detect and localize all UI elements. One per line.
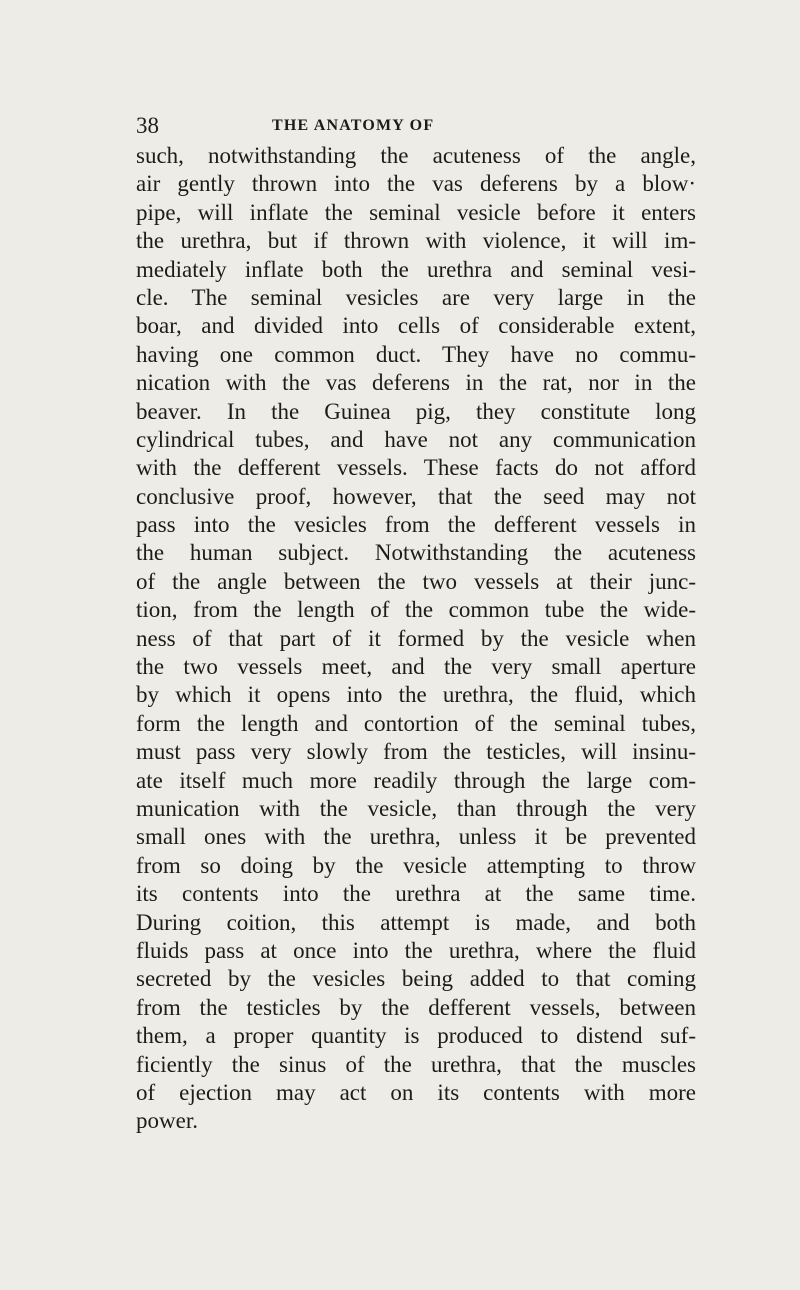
text-line: form the length and contortion of the seminal tubes,	[136, 710, 696, 736]
text-line: such, notwithstanding the acuteness of the angle,	[136, 143, 696, 168]
text-line: ficiently the sinus of the urethra, that the muscles	[136, 1051, 696, 1077]
text-line: the urethra, but if thrown with violence, it will im-	[136, 228, 696, 254]
text-line: from so doing by the vesicle attempting to throw	[136, 852, 696, 878]
text-line: having one common duct. They have no commu-	[136, 341, 696, 367]
text-line: from the testicles by the defferent vessels, between	[136, 994, 696, 1020]
text-line: boar, and divided into cells of considerable extent,	[136, 313, 696, 339]
text-line: conclusive proof, however, that the seed may not	[136, 483, 696, 509]
body-paragraph	[136, 142, 696, 1136]
text-line: must pass very slowly from the testicles, will insinu-	[136, 739, 696, 765]
text-line: beaver. In the Guinea pig, they constitute long	[136, 398, 696, 424]
text-line: its contents into the urethra at the same time.	[136, 881, 696, 907]
text-line: ate itself much more readily through the large com-	[136, 767, 696, 793]
text-line: pass into the vesicles from the defferent vessels in	[136, 512, 696, 538]
text-line: mediately inflate both the urethra and seminal vesi-	[136, 256, 696, 282]
text-line: ness of that part of it formed by the vesicle when	[136, 625, 696, 651]
running-header	[136, 114, 696, 138]
page-number: 38	[136, 113, 159, 138]
text-line: of the angle between the two vessels at their junc-	[136, 568, 696, 594]
text-line: the two vessels meet, and the very small aperture	[136, 654, 696, 680]
running-title: THE ANATOMY OF	[272, 117, 435, 134]
text-line: tion, from the length of the common tube the wide-	[136, 597, 696, 623]
text-line: fluids pass at once into the urethra, where the fluid	[136, 937, 696, 963]
text-line: power.	[136, 1108, 198, 1134]
text-line: air gently thrown into the vas deferens by a blow·	[136, 171, 696, 197]
text-line: pipe, will inflate the seminal vesicle before it enters	[136, 199, 696, 225]
text-line: of ejection may act on its contents with more	[136, 1079, 696, 1105]
text-line: small ones with the urethra, unless it be prevented	[136, 824, 696, 850]
text-line: secreted by the vesicles being added to that coming	[136, 966, 696, 992]
text-line: the human subject. Notwithstanding the acuteness	[136, 540, 696, 566]
text-line: cylindrical tubes, and have not any communication	[136, 426, 696, 452]
text-line: with the defferent vessels. These facts do not afford	[136, 455, 696, 481]
text-line: cle. The seminal vesicles are very large in the	[136, 284, 696, 310]
text-line: nication with the vas deferens in the rat, nor in the	[136, 370, 696, 396]
text-line: them, a proper quantity is produced to distend suf-	[136, 1023, 696, 1049]
text-line: During coition, this attempt is made, and both	[136, 909, 696, 935]
text-line: by which it opens into the urethra, the fluid, which	[136, 682, 696, 708]
text-line: munication with the vesicle, than through the very	[136, 795, 696, 821]
